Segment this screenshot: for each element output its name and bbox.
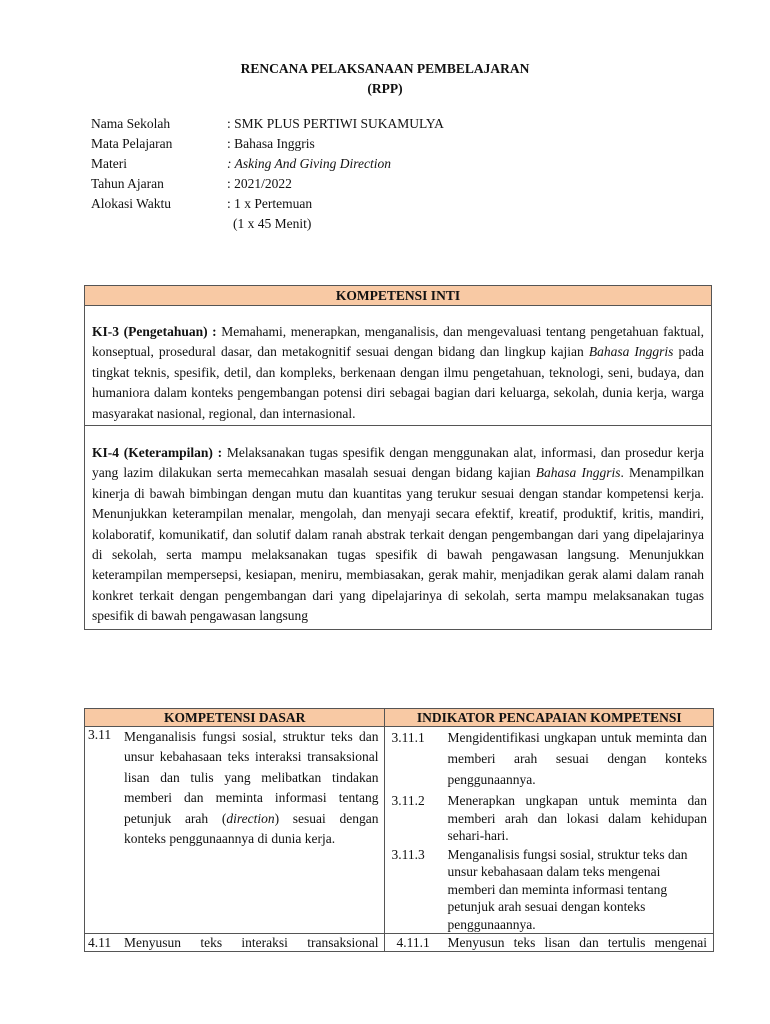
indicator-item [385, 846, 713, 934]
info-label: Alokasi Waktu [91, 196, 172, 211]
info-value: : 2021/2022 [227, 176, 292, 191]
ipk-cell [385, 934, 714, 952]
info-value: : Bahasa Inggris [227, 136, 315, 151]
indicator-item [385, 792, 713, 845]
ki3-text-rest: pada tingkat teknis, spesifik, detil, dan kompleks, berkenaan dengan ilmu pengetahuan, teknologi, seni, budaya, dan humaniora dalam konteks pengembangan potensi diri sebagai bagian dari keluarga, sekolah, dunia kerja, warga masyarakat nasional, regional, dan internasional. [92, 344, 704, 421]
info-label: Materi [91, 156, 127, 171]
indicator-number: 3.11.2 [391, 793, 425, 808]
indicator-number: 3.11.1 [391, 730, 425, 745]
indicator-item [385, 934, 713, 951]
table-row [85, 727, 714, 934]
info-value: (1 x 45 Menit) [233, 216, 312, 231]
indicator-text: Menganalisis fungsi sosial, struktur teks dan unsur kebahasaan dalam teks mengenai memberi dan meminta informasi tentang petunjuk arah sesuai dengan konteks penggunaannya. [447, 846, 688, 932]
ki3-subject: Bahasa Inggris [588, 344, 674, 360]
table-row [85, 934, 714, 952]
info-row-time [91, 194, 444, 214]
indicator-text: Menerapkan ungkapan untuk meminta dan memberi arah dan lokasi dalam kehidupan sehari-hari. [447, 793, 707, 843]
info-value: : SMK PLUS PERTIWI SUKAMULYA [227, 116, 444, 131]
info-row-subject [91, 134, 444, 154]
kd-number: 3.11 [88, 727, 112, 742]
info-value: : Asking And Giving Direction [227, 156, 391, 171]
ki4-label: KI-4 (Keterampilan) : [92, 445, 223, 461]
identity-block [91, 114, 444, 234]
indicator-text: Mengidentifikasi ungkapan untuk meminta dan memberi arah sesuai dengan konteks penggunaannya. [447, 730, 707, 787]
kd-cell [85, 934, 385, 952]
indicator-text: Menyusun teks lisan dan tertulis mengenai [447, 935, 707, 950]
ki3-text: Memahami, menerapkan, menganalisis, dan mengevaluasi tentang pengetahuan faktual, konseptual, prosedural dasar, dan metakognitif sesuai dengan bidang dan lingkup kajian [92, 324, 704, 360]
kompetensi-inti-table [84, 285, 712, 630]
kd-text: Menyusun teks interaksi transaksional [124, 935, 379, 950]
info-row-material [91, 154, 444, 174]
indicator-item [385, 727, 713, 790]
kd-header: KOMPETENSI DASAR [85, 709, 385, 727]
indicator-number: 4.11.1 [396, 935, 430, 950]
ki4-paragraph [85, 426, 711, 629]
ki4-text: Melaksanakan tugas spesifik dengan menggunakan alat, informasi, dan prosedur kerja yang lazim dilakukan serta memecahkan masalah sesuai dengan bidang kajian [92, 445, 704, 481]
ki3-paragraph [85, 306, 711, 426]
kd-cell [85, 727, 385, 934]
kompetensi-inti-header: KOMPETENSI INTI [85, 286, 711, 306]
kompetensi-dasar-table [84, 708, 714, 952]
ipk-header: INDIKATOR PENCAPAIAN KOMPETENSI [385, 709, 714, 727]
kd-number: 4.11 [88, 935, 112, 950]
kd-text-italic: direction [226, 810, 275, 826]
kd-text [124, 727, 384, 849]
document-title [0, 59, 770, 99]
info-row-school [91, 114, 444, 134]
kd-text-a: Menganalisis fungsi sosial, struktur teks dan unsur kebahasaan teks interaksi transaksional lisan dan tulis yang melibatkan tindakan memberi dan meminta informasi tentang petunjuk arah ( [124, 729, 379, 826]
info-row-duration [91, 214, 444, 234]
info-label: Mata Pelajaran [91, 136, 173, 151]
ki4-text-rest: . Menampilkan kinerja di bawah bimbingan dengan mutu dan kuantitas yang terukur sesuai dengan standar kompetensi kerja. Menunjukkan keterampilan menalar, mengolah, dan menyaji secara efektif, kreatif, produktif, kritis, mandiri, kolaboratif, komunikatif, dan solutif dalam ranah abstrak terkait dengan pengembangan dari yang dipelajarinya di sekolah, serta mampu melaksanakan tugas spesifik di bawah pengawasan langsung. Menunjukkan keterampilan mempersepsi, kesiapan, meniru, membiasakan, gerak mahir, menjadikan gerak alami dalam ranah konkret terkait dengan pengembangan dari yang dipelajarinya di sekolah, serta mampu melaksanakan tugas spesifik di bawah pengawasan langsung [92, 465, 705, 624]
title-line-1: RENCANA PELAKSANAAN PEMBELAJARAN [240, 61, 530, 76]
ipk-cell [385, 727, 714, 934]
info-label: Tahun Ajaran [91, 176, 164, 191]
info-label: Nama Sekolah [91, 116, 171, 131]
info-value: : 1 x Pertemuan [227, 196, 313, 211]
indicator-number: 3.11.3 [391, 846, 425, 862]
kd-text-b: ) sesuai dengan konteks penggunaannya di dunia kerja. [124, 810, 379, 847]
ki3-label: KI-3 (Pengetahuan) : [92, 324, 217, 339]
title-line-2: (RPP) [367, 81, 403, 96]
ki4-subject: Bahasa Inggris [535, 465, 621, 481]
info-row-year [91, 174, 444, 194]
